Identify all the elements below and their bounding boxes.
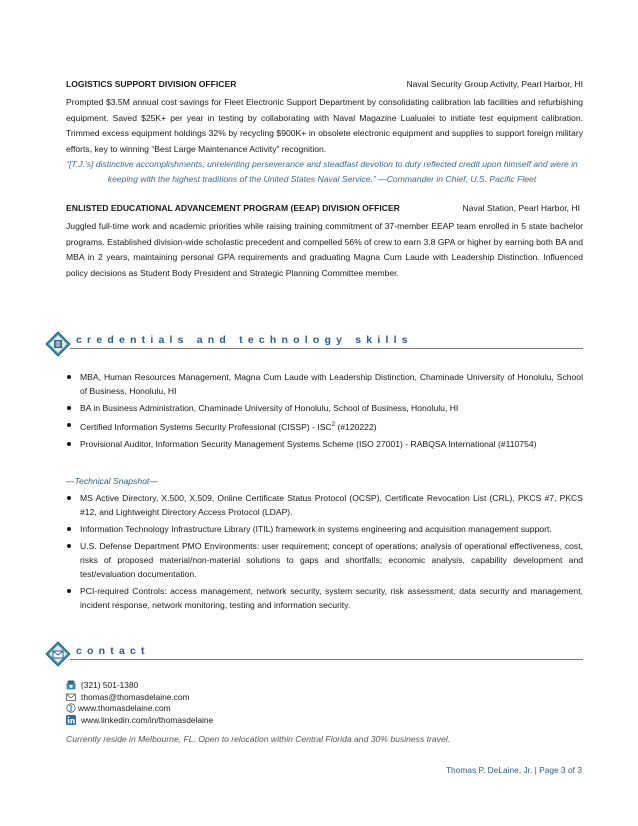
diamond-mail-icon bbox=[45, 641, 71, 667]
section-divider bbox=[70, 659, 583, 660]
linkedin-icon bbox=[66, 715, 76, 725]
relocation-note: Currently reside in Melbourne, FL. Open to relocation within Central Florida and 30% business travel. bbox=[66, 734, 451, 744]
page-footer: Thomas P. DeLaine, Jr. | Page 3 of 3 bbox=[445, 765, 582, 775]
phone-number: (321) 501-1380 bbox=[81, 680, 139, 690]
job-title: LOGISTICS SUPPORT DIVISION OFFICER bbox=[66, 79, 237, 89]
list-item: Information Technology Infrastructure Library (ITIL) framework in systems engineering and acquisition management support. bbox=[66, 522, 583, 536]
linkedin-link[interactable]: www.linkedin.com/in/thomasdelaine bbox=[81, 715, 214, 725]
job-description: Juggled full-time work and academic priorities while raising training commitment of 37-member EEAP team enrolled in 5 state bachelor programs. Established division-wide scholastic precedent and compelled 56% of crew to earn 3.8 GPA or higher by earning both BA and MBA in 2 years, maintaining personal GPA requirements and graduating Magna Cum Laude with Leadership Distinction. Influenced policy decisions as Student Body President and Strategic Planning Committee member. bbox=[66, 221, 583, 278]
list-item: MBA, Human Resources Management, Magna Cum Laude with Leadership Distinction, Chaminade University of Honolulu, School of Business, Honolulu, HI bbox=[66, 370, 583, 398]
list-item: Provisional Auditor, Information Security Management Systems Scheme (ISO 27001) - RABQSA International (#110754) bbox=[66, 437, 583, 451]
job-header-logistics bbox=[66, 79, 583, 93]
job-title: ENLISTED EDUCATIONAL ADVANCEMENT PROGRAM (EEAP) DIVISION OFFICER bbox=[66, 203, 400, 213]
list-item: MS Active Directory, X.500, X.509, Online Certificate Status Protocol (OCSP), Certificate Revocation List (CRL), PKCS #7, PKCS #12, and Lightweight Directory Access Protocol (LDAP). bbox=[66, 491, 583, 519]
list-item: BA in Business Administration, Chaminade University of Honolulu, School of Business, Honolulu, HI bbox=[66, 401, 583, 415]
job-location: Naval Station, Pearl Harbor, HI bbox=[462, 203, 580, 213]
contact-website[interactable] bbox=[66, 702, 171, 714]
technical-snapshot-label: —Technical Snapshot— bbox=[66, 476, 158, 486]
contact-linkedin[interactable] bbox=[66, 714, 213, 726]
phone-icon bbox=[66, 680, 76, 690]
list-item: U.S. Defense Department PMO Environments: user requirement; concept of operations; analysis of operational effectiveness, cost, risks of proposed material/non-material solutions to gaps and shortfalls; economic analysis, capability development and test/evaluation documentation. bbox=[66, 539, 583, 581]
email-address[interactable]: thomas@thomasdelaine.com bbox=[81, 692, 190, 702]
credentials-list bbox=[66, 370, 583, 454]
website-link[interactable]: www.thomasdelaine.com bbox=[78, 703, 171, 713]
list-item: Certified Information Systems Security Professional (CISSP) - ISC$^2$ (#120222) bbox=[66, 418, 583, 434]
job-header-eeap bbox=[66, 203, 583, 217]
technical-snapshot-list bbox=[66, 491, 583, 615]
contact-phone bbox=[66, 679, 138, 691]
email-icon bbox=[66, 692, 76, 702]
commendation-quote: “[T.J.’s] distinctive accomplishments, unrelenting perseverance and steadfast devotion to duty reflected credit upon himself and were in keeping with the highest traditions of the United States Naval Service.” —Commander in Chief, U.S. Pacific Fleet bbox=[66, 159, 578, 184]
job-description: Prompted $3.5M annual cost savings for Fleet Electronic Support Department by consolidating calibration lab facilities and refurbishing equipment. Saved $25K+ per year in testing by collaborating with Naval Magazine Lualualei to initiate test equipment calibration. Trimmed excess equipment holdings 32% by recycling $900K+ in obsolete electronic equipment and supplies to support foreign military efforts, key to winning “Best Large Maintenance Activity” recognition. bbox=[66, 97, 583, 154]
job-location: Naval Security Group Activity, Pearl Harbor, HI bbox=[406, 79, 583, 89]
diamond-document-icon bbox=[45, 331, 71, 357]
globe-icon bbox=[66, 703, 76, 713]
section-title-contact: contact bbox=[76, 645, 150, 657]
section-divider bbox=[70, 348, 583, 349]
section-title-credentials: credentials and technology skills bbox=[76, 334, 413, 346]
list-item: PCI-required Controls: access management, network security, system security, risk assessment, data security and management, incident response, network monitoring, testing and information security. bbox=[66, 584, 583, 612]
